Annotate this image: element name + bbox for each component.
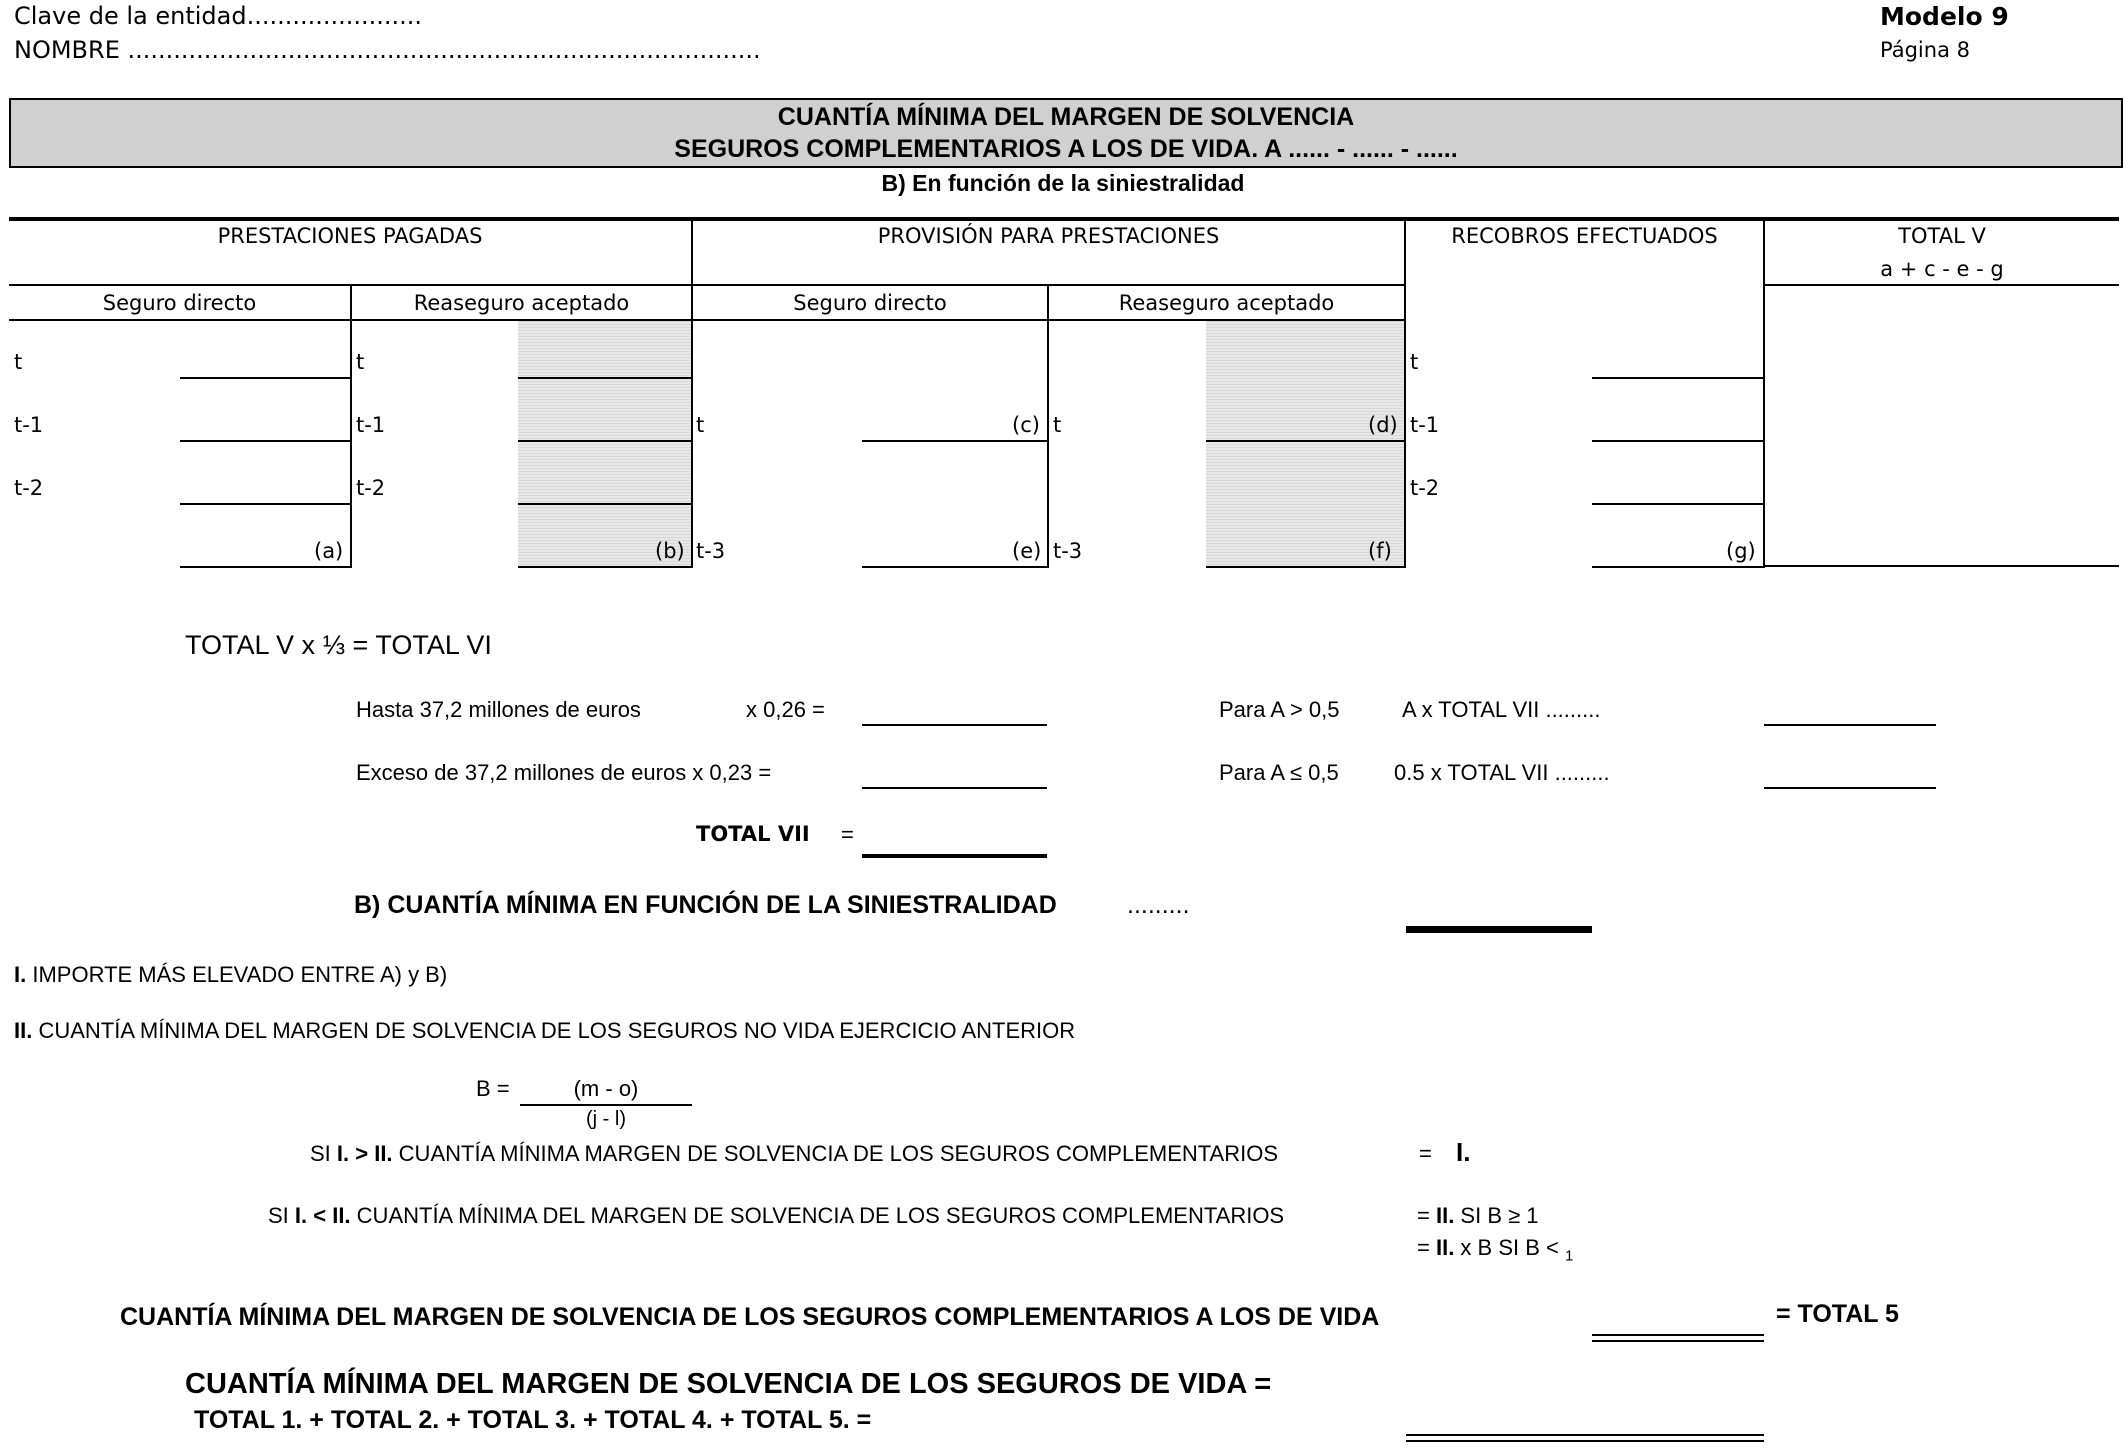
period-label: t	[356, 350, 365, 374]
period-label: t	[1410, 350, 1419, 374]
mark-f: (f)	[1368, 539, 1392, 563]
page-number: Página 8	[1880, 38, 1970, 62]
model-number: Modelo 9	[1880, 2, 2009, 31]
period-label: t-1	[1410, 413, 1440, 437]
provision-reinsurance-t-field[interactable]	[1206, 440, 1404, 442]
condition-1	[310, 1141, 1278, 1167]
b-minimum-dots: .........	[1127, 891, 1190, 919]
hasta-factor: x 0,26 =	[746, 697, 825, 722]
period-label: t-1	[356, 413, 386, 437]
period-label: t-1	[14, 413, 44, 437]
paid-reinsurance-t1-field[interactable]	[518, 440, 691, 442]
period-label: t-3	[1053, 539, 1083, 563]
condition-1-text: CUANTÍA MÍNIMA MARGEN DE SOLVENCIA DE LOS SEGUROS COMPLEMENTARIOS	[398, 1141, 1279, 1166]
header-total-v-formula: a + c - e - g	[1880, 257, 2004, 281]
header-recoveries: RECOBROS EFECTUADOS	[1451, 224, 1718, 248]
fraction-bar	[520, 1104, 692, 1106]
mark-e: (e)	[1012, 539, 1042, 563]
item-ii-text: CUANTÍA MÍNIMA DEL MARGEN DE SOLVENCIA DE LOS SEGUROS NO VIDA EJERCICIO ANTERIOR	[38, 1018, 1076, 1043]
header-paid-claims: PRESTACIONES PAGADAS	[217, 224, 483, 248]
life-total-field[interactable]	[1406, 1434, 1764, 1442]
period-label: t-2	[14, 476, 44, 500]
paid-direct-t-field[interactable]	[180, 377, 350, 379]
period-label: t-3	[696, 539, 726, 563]
title-line-2: SEGUROS COMPLEMENTARIOS A LOS DE VIDA. A ...... - ...... - ......	[674, 135, 1458, 163]
period-label: t	[14, 350, 23, 374]
result-2-cond: x B SI B <	[1454, 1235, 1565, 1260]
subheader-paid-direct: Seguro directo	[102, 291, 257, 315]
b-ratio-denominator: (j - l)	[586, 1108, 626, 1130]
result-2-sub: 1	[1564, 1247, 1574, 1265]
provision-direct-t-field[interactable]	[862, 440, 1047, 442]
result-2-ii: II.	[1435, 1235, 1455, 1260]
result-1-cond: SI B ≥ 1	[1454, 1203, 1539, 1228]
period-label: t	[696, 413, 705, 437]
total-5-field[interactable]	[1592, 1334, 1764, 1342]
mark-c: (c)	[1012, 413, 1040, 437]
b-minimum-claims-field[interactable]	[1406, 926, 1592, 933]
condition-1-result: I.	[1456, 1137, 1471, 1167]
b-ratio-numerator: (m - o)	[573, 1076, 639, 1101]
a-times-total-vii-label: A x TOTAL VII .........	[1402, 697, 1601, 722]
exceso-label: Exceso de 37,2 millones de euros x 0,23 =	[356, 760, 772, 785]
mark-a: (a)	[314, 539, 344, 563]
condition-2-result-2	[1417, 1235, 1573, 1264]
section-title: B) En función de la siniestralidad	[881, 170, 1245, 196]
condition-1-si: SI	[310, 1141, 337, 1166]
item-ii-number: II.	[14, 1018, 33, 1043]
item-i-text: IMPORTE MÁS ELEVADO ENTRE A) y B)	[32, 962, 448, 987]
para-a-greater-label: Para A > 0,5	[1219, 697, 1340, 722]
total-5-label: = TOTAL 5	[1776, 1300, 1899, 1328]
total-vii-label: TOTAL VII	[696, 822, 810, 846]
subheader-paid-reinsurance: Reaseguro aceptado	[413, 291, 630, 315]
half-total-vii-field[interactable]	[1764, 787, 1936, 789]
item-ii	[14, 1018, 1075, 1044]
paid-direct-t1-field[interactable]	[180, 440, 350, 442]
condition-1-equals: =	[1419, 1141, 1432, 1166]
item-i	[14, 962, 447, 988]
exceso-result-field[interactable]	[862, 787, 1047, 789]
para-a-less-equal-label: Para A ≤ 0,5	[1219, 760, 1339, 785]
condition-2-si: SI	[268, 1203, 295, 1228]
condition-2	[268, 1203, 1284, 1229]
result-2-eq: =	[1417, 1235, 1436, 1260]
mark-d: (d)	[1368, 413, 1398, 437]
title-line-1: CUANTÍA MÍNIMA DEL MARGEN DE SOLVENCIA	[777, 103, 1355, 131]
title-box	[9, 98, 2123, 168]
entity-name-label: NOMBRE ...................................................................................	[14, 36, 761, 64]
total-vi-formula: TOTAL V x ⅓ = TOTAL VI	[185, 630, 492, 660]
condition-2-text: CUANTÍA MÍNIMA DEL MARGEN DE SOLVENCIA DE LOS SEGUROS COMPLEMENTARIOS	[356, 1203, 1285, 1228]
total-v-field[interactable]	[1765, 286, 2119, 565]
subheader-provision-reinsurance: Reaseguro aceptado	[1118, 291, 1335, 315]
paid-reinsurance-t-field[interactable]	[518, 377, 691, 379]
entity-code-label: Clave de la entidad.......................	[14, 2, 423, 30]
life-total-label: CUANTÍA MÍNIMA DEL MARGEN DE SOLVENCIA DE LOS SEGUROS DE VIDA =	[185, 1368, 1272, 1400]
paid-reinsurance-shaded-cell	[518, 321, 691, 568]
provision-reinsurance-shaded-cell	[1206, 321, 1404, 568]
paid-direct-t2-field[interactable]	[180, 503, 350, 505]
recoveries-t2-field[interactable]	[1592, 503, 1763, 505]
item-i-number: I.	[14, 962, 27, 987]
condition-2-result-1	[1417, 1203, 1539, 1229]
recoveries-t1-field[interactable]	[1592, 440, 1763, 442]
complementary-total-label: CUANTÍA MÍNIMA DEL MARGEN DE SOLVENCIA DE LOS SEGUROS COMPLEMENTARIOS A LOS DE VIDA	[120, 1303, 1380, 1331]
mark-g: (g)	[1726, 539, 1756, 563]
subheader-provision-direct: Seguro directo	[793, 291, 947, 315]
equals-sign: =	[841, 822, 854, 847]
paid-direct-total-field[interactable]	[180, 566, 350, 568]
condition-1-cond: I. > II.	[336, 1141, 393, 1166]
result-1-eq: =	[1417, 1203, 1436, 1228]
mark-b: (b)	[655, 539, 685, 563]
total-vii-field[interactable]	[862, 854, 1047, 858]
period-label: t-2	[356, 476, 386, 500]
half-total-vii-label: 0.5 x TOTAL VII .........	[1394, 760, 1610, 785]
condition-2-cond: I. < II.	[294, 1203, 351, 1228]
hasta-result-field[interactable]	[862, 724, 1047, 726]
b-ratio-label: B =	[476, 1076, 510, 1101]
a-times-total-vii-field[interactable]	[1764, 724, 1936, 726]
header-total-v: TOTAL V	[1898, 224, 1986, 248]
provision-reinsurance-t3-field[interactable]	[1206, 566, 1404, 568]
recoveries-t-field[interactable]	[1592, 377, 1763, 379]
life-total-formula: TOTAL 1. + TOTAL 2. + TOTAL 3. + TOTAL 4. + TOTAL 5. =	[194, 1406, 872, 1434]
period-label: t	[1053, 413, 1062, 437]
provision-direct-t3-field[interactable]	[862, 566, 1047, 568]
recoveries-total-field[interactable]	[1592, 566, 1763, 568]
paid-reinsurance-t2-field[interactable]	[518, 503, 691, 505]
result-1-ii: II.	[1435, 1203, 1455, 1228]
b-minimum-claims-label: B) CUANTÍA MÍNIMA EN FUNCIÓN DE LA SINIESTRALIDAD	[354, 891, 1057, 919]
paid-reinsurance-total-field[interactable]	[518, 566, 691, 568]
header-claims-provision: PROVISIÓN PARA PRESTACIONES	[877, 224, 1220, 248]
period-label: t-2	[1410, 476, 1440, 500]
hasta-label: Hasta 37,2 millones de euros	[356, 697, 641, 722]
